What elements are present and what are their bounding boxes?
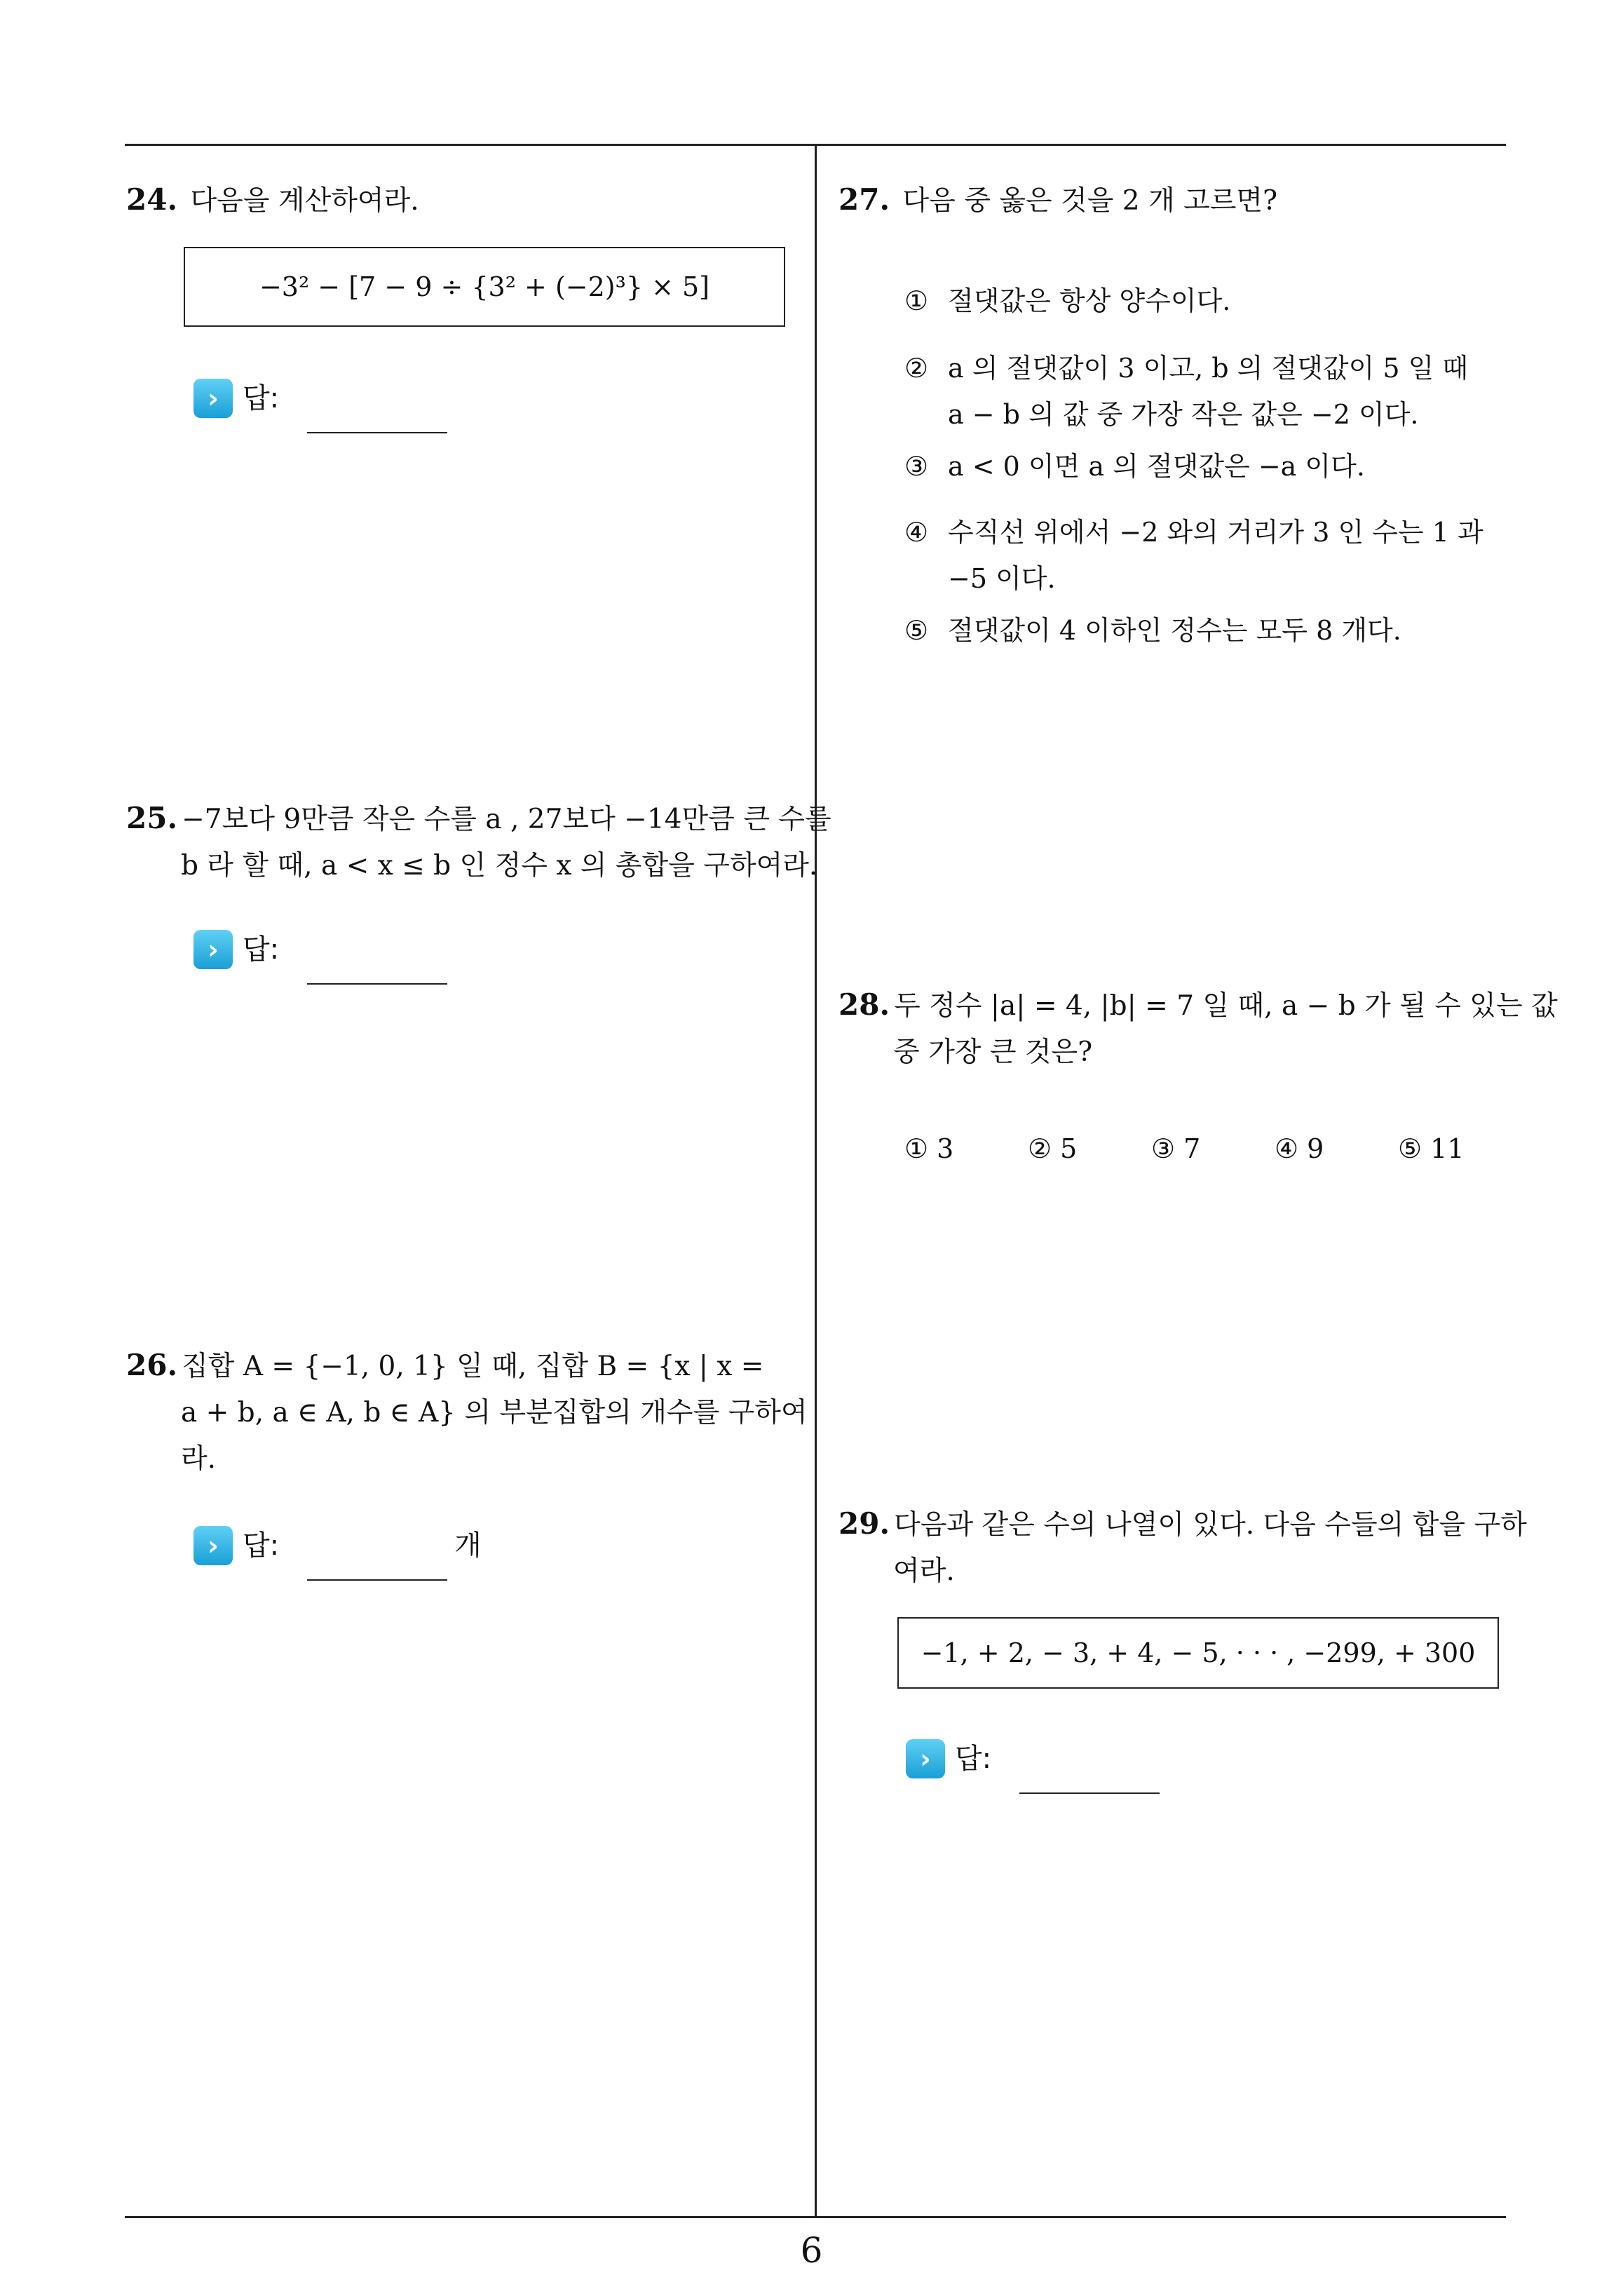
- chevron-right-icon: ›: [193, 930, 233, 969]
- page-number: 6: [800, 2230, 823, 2271]
- question-text-line-2: a + b, a ∈ A, b ∈ A} 의 부분집합의 개수를 구하여: [181, 1397, 808, 1429]
- question-27: [838, 177, 1277, 224]
- question-text: 다음을 계산하여라.: [190, 185, 419, 217]
- answer-label: 답:: [243, 933, 280, 966]
- question-text-line-1: −7보다 9만큼 작은 수를 a , 27보다 −14만큼 큰 수를: [182, 804, 831, 835]
- question-28: [838, 982, 1558, 1076]
- answer-label: 답:: [243, 382, 280, 414]
- option-3[interactable]: ③ a < 0 이면 a 의 절댓값은 −a 이다.: [904, 451, 1365, 482]
- question-24: [126, 177, 419, 224]
- option-5[interactable]: ⑤ 11: [1398, 1133, 1465, 1164]
- chevron-right-icon: ›: [906, 1739, 945, 1778]
- answer-26: [193, 1526, 482, 1581]
- answer-unit: 개: [454, 1529, 482, 1562]
- answer-blank[interactable]: [307, 947, 447, 985]
- sequence-box: [897, 1617, 1499, 1689]
- expression: −3² − [7 − 9 ÷ {3² + (−2)³} × 5]: [259, 271, 710, 302]
- option-4[interactable]: ④ 9: [1275, 1133, 1324, 1164]
- question-text-line-2: 중 가장 큰 것은?: [893, 1036, 1093, 1068]
- question-text-line-1: 두 정수 |a| = 4, |b| = 7 일 때, a − b 가 될 수 있는 값: [894, 990, 1558, 1022]
- expression-box: [184, 247, 785, 327]
- question-number: 27.: [838, 182, 890, 217]
- chevron-right-icon: ›: [193, 379, 233, 418]
- question-text-line-1: 집합 A = {−1, 0, 1} 일 때, 집합 B = {x | x =: [182, 1351, 764, 1382]
- answer-label: 답:: [955, 1743, 992, 1775]
- option-2[interactable]: ② a 의 절댓값이 3 이고, b 의 절댓값이 5 일 때 a − b 의 값 중 가장 작은 값은 −2 이다.: [904, 353, 1469, 430]
- option-5[interactable]: ⑤ 절댓값이 4 이하인 정수는 모두 8 개다.: [904, 615, 1401, 646]
- question-25: [126, 795, 831, 889]
- option-2[interactable]: ② 5: [1028, 1133, 1078, 1164]
- column-divider: [815, 145, 817, 2217]
- option-3[interactable]: ③ 7: [1151, 1133, 1201, 1164]
- answer-29: [906, 1739, 1160, 1794]
- option-1[interactable]: ① 3: [904, 1133, 954, 1164]
- question-text-line-2: 여라.: [893, 1555, 955, 1587]
- question-text-line-2: b 라 할 때, a < x ≤ b 인 정수 x 의 총합을 구하여라.: [181, 850, 818, 882]
- sequence-expression: −1, + 2, − 3, + 4, − 5, · · · , −299, + 300: [921, 1637, 1476, 1668]
- question-number: 24.: [126, 182, 178, 217]
- question-number: 28.: [838, 987, 890, 1022]
- question-text-line-3: 라.: [181, 1443, 217, 1475]
- bottom-rule: [125, 2216, 1506, 2218]
- chevron-right-icon: ›: [193, 1526, 233, 1565]
- answer-blank[interactable]: [307, 1543, 447, 1581]
- answer-label: 답:: [243, 1529, 280, 1562]
- question-number: 25.: [126, 801, 178, 835]
- question-text-line-1: 다음과 같은 수의 나열이 있다. 다음 수들의 합을 구하: [894, 1509, 1527, 1541]
- options-row: [904, 1133, 1521, 1164]
- answer-25: [193, 930, 447, 985]
- question-text: 다음 중 옳은 것을 2 개 고르면?: [902, 185, 1278, 217]
- answer-24: [193, 379, 447, 433]
- option-4[interactable]: ④ 수직선 위에서 −2 와의 거리가 3 인 수는 1 과 −5 이다.: [904, 517, 1483, 594]
- option-1[interactable]: ① 절댓값은 항상 양수이다.: [904, 285, 1231, 316]
- question-number: 26.: [126, 1348, 178, 1382]
- answer-blank[interactable]: [307, 396, 447, 433]
- answer-blank[interactable]: [1019, 1756, 1160, 1794]
- question-number: 29.: [838, 1506, 890, 1541]
- question-26: [126, 1342, 808, 1483]
- question-29: [838, 1501, 1527, 1595]
